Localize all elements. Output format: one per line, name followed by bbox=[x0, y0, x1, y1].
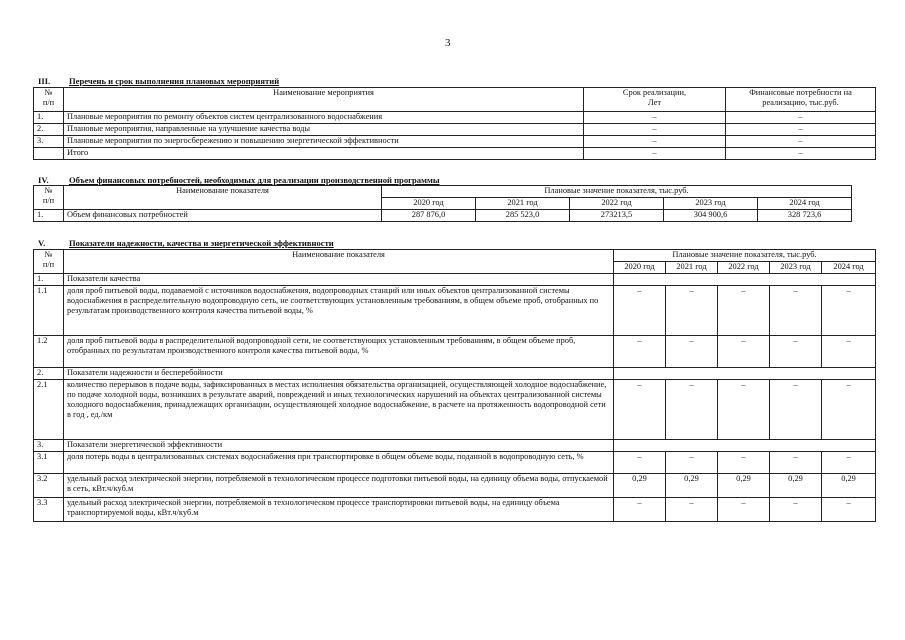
row-value: – bbox=[666, 380, 718, 440]
year-header: 2020 год bbox=[382, 198, 476, 210]
row-value: – bbox=[666, 286, 718, 336]
row-value: 0,29 bbox=[718, 474, 770, 498]
table-row bbox=[34, 452, 876, 474]
table-row bbox=[34, 498, 876, 522]
row-num: 1. bbox=[34, 274, 64, 286]
table-row bbox=[34, 136, 876, 148]
header-name: Наименование показателя bbox=[64, 250, 614, 274]
row-empty bbox=[614, 368, 876, 380]
row-value: – bbox=[770, 498, 822, 522]
row-finance: – bbox=[726, 136, 876, 148]
row-num bbox=[34, 148, 64, 160]
row-name: Итого bbox=[64, 148, 584, 160]
page-number: 3 bbox=[445, 37, 451, 49]
header-num: № п/п bbox=[34, 250, 64, 274]
row-value: – bbox=[822, 498, 876, 522]
row-num: 3.2 bbox=[34, 474, 64, 498]
row-name: Показатели качества bbox=[64, 274, 614, 286]
row-value: 304 900,6 bbox=[664, 210, 758, 222]
row-num: 1.2 bbox=[34, 336, 64, 368]
year-header: 2024 год bbox=[822, 262, 876, 274]
row-value: – bbox=[718, 286, 770, 336]
row-empty bbox=[614, 274, 876, 286]
section-3-table bbox=[33, 87, 876, 160]
row-value: – bbox=[718, 336, 770, 368]
row-period: – bbox=[584, 124, 726, 136]
row-value: – bbox=[614, 286, 666, 336]
row-num: 2. bbox=[34, 124, 64, 136]
row-value: – bbox=[614, 336, 666, 368]
year-header: 2023 год bbox=[664, 198, 758, 210]
row-num: 1. bbox=[34, 112, 64, 124]
table-row bbox=[34, 286, 876, 336]
row-name: количество перерывов в подаче воды, зафиксированных в местах исполнения обязательства организацией, осуществляющей холодное водоснабжение, по подаче холодной воды, возникших в результате аварий, повреждений и иных технологических нарушений на объектах централизованной системы холодного водоснабжения, принадлежащих организации, осуществляющей холодное водоснабжение, в расчете на протяженность водопроводной сети в год , ед./км bbox=[64, 380, 614, 440]
row-value: – bbox=[666, 336, 718, 368]
table-header-row bbox=[34, 88, 876, 112]
section-4-table bbox=[33, 185, 852, 222]
row-num: 1.1 bbox=[34, 286, 64, 336]
header-num: № п/п bbox=[34, 88, 64, 112]
table-row-total bbox=[34, 148, 876, 160]
table-row bbox=[34, 336, 876, 368]
section-5-number: V. bbox=[38, 238, 46, 248]
header-name: Наименование показателя bbox=[64, 186, 382, 210]
row-value: – bbox=[666, 498, 718, 522]
row-name: доля потерь воды в централизованных системах водоснабжения при транспортировке в общем объеме воды, поданной в водопроводную сеть, % bbox=[64, 452, 614, 474]
row-period: – bbox=[584, 112, 726, 124]
year-header: 2023 год bbox=[770, 262, 822, 274]
table-group-row bbox=[34, 274, 876, 286]
row-value: 0,29 bbox=[614, 474, 666, 498]
section-5-title: Показатели надежности, качества и энергетической эффективности bbox=[69, 238, 334, 248]
section-3-title: Перечень и срок выполнения плановых мероприятий bbox=[69, 76, 280, 86]
table-row bbox=[34, 474, 876, 498]
section-5-heading bbox=[38, 238, 334, 248]
year-header: 2021 год bbox=[476, 198, 570, 210]
row-name: удельный расход электрической энергии, потребляемой в технологическом процессе транспортировки питьевой воды, на единицу объема транспортируемой воды, кВт.ч/куб.м bbox=[64, 498, 614, 522]
header-num: № п/п bbox=[34, 186, 64, 210]
row-name: доля проб питьевой воды в распределительной водопроводной сети, не соответствующих установленным требованиям, в общем объеме проб, отобранных по результатам производственного контроля качества питьевой воды, % bbox=[64, 336, 614, 368]
table-row bbox=[34, 124, 876, 136]
row-value: 328 723,6 bbox=[758, 210, 852, 222]
section-4-number: IV. bbox=[38, 175, 49, 185]
row-finance: – bbox=[726, 148, 876, 160]
header-plan: Плановые значение показателя, тыс.руб. bbox=[382, 186, 852, 198]
table-header-row bbox=[34, 250, 876, 262]
section-4-heading bbox=[38, 175, 440, 185]
row-num: 3.3 bbox=[34, 498, 64, 522]
header-period: Срок реализации, Лет bbox=[584, 88, 726, 112]
row-period: – bbox=[584, 148, 726, 160]
year-header: 2020 год bbox=[614, 262, 666, 274]
row-value: – bbox=[770, 286, 822, 336]
header-name: Наименование мероприятия bbox=[64, 88, 584, 112]
row-value: 0,29 bbox=[770, 474, 822, 498]
row-value: 0,29 bbox=[822, 474, 876, 498]
row-value: 287 876,0 bbox=[382, 210, 476, 222]
row-value: – bbox=[666, 452, 718, 474]
row-value: – bbox=[822, 380, 876, 440]
row-value: – bbox=[614, 452, 666, 474]
row-name: Плановые мероприятия, направленные на улучшение качества воды bbox=[64, 124, 584, 136]
row-num: 1. bbox=[34, 210, 64, 222]
row-name: удельный расход электрической энергии, потребляемой в технологическом процессе подготовки питьевой воды, на единицу объема воды, отпускаемой в сеть, кВт.ч/куб.м bbox=[64, 474, 614, 498]
year-header: 2022 год bbox=[570, 198, 664, 210]
section-3-heading bbox=[38, 76, 279, 86]
row-name: Плановые мероприятия по ремонту объектов систем централизованного водоснабжения bbox=[64, 112, 584, 124]
row-num: 3.1 bbox=[34, 452, 64, 474]
row-num: 2. bbox=[34, 368, 64, 380]
row-value: – bbox=[770, 380, 822, 440]
header-finance: Финансовые потребности на реализацию, тыс.руб. bbox=[726, 88, 876, 112]
year-header: 2022 год bbox=[718, 262, 770, 274]
row-period: – bbox=[584, 136, 726, 148]
row-num: 3. bbox=[34, 440, 64, 452]
table-group-row bbox=[34, 368, 876, 380]
table-row bbox=[34, 210, 852, 222]
row-finance: – bbox=[726, 112, 876, 124]
row-value: – bbox=[770, 336, 822, 368]
section-5-table bbox=[33, 249, 876, 522]
section-4-title: Объем финансовых потребностей, необходимых для реализации производственной программы bbox=[69, 175, 440, 185]
row-num: 3. bbox=[34, 136, 64, 148]
row-value: – bbox=[822, 286, 876, 336]
row-num: 2.1 bbox=[34, 380, 64, 440]
row-name: Показатели энергетической эффективности bbox=[64, 440, 614, 452]
row-value: 0,29 bbox=[666, 474, 718, 498]
table-row bbox=[34, 380, 876, 440]
row-name: Плановые мероприятия по энергосбережению и повышению энергетической эффективности bbox=[64, 136, 584, 148]
header-plan: Плановые значение показателя, тыс.руб. bbox=[614, 250, 876, 262]
row-value: – bbox=[718, 380, 770, 440]
row-value: – bbox=[614, 380, 666, 440]
row-value: 273213,5 bbox=[570, 210, 664, 222]
table-row bbox=[34, 112, 876, 124]
row-name: Объем финансовых потребностей bbox=[64, 210, 382, 222]
year-header: 2021 год bbox=[666, 262, 718, 274]
row-name: Показатели надежности и бесперебойности bbox=[64, 368, 614, 380]
row-value: – bbox=[614, 498, 666, 522]
table-header-row bbox=[34, 186, 852, 198]
row-finance: – bbox=[726, 124, 876, 136]
row-name: доля проб питьевой воды, подаваемой с источников водоснабжения, водопроводных станций или иных объектов централизованной системы водоснабжения в распределительную водопроводную сеть, не соответствующих установленным требованиям, в общем объеме проб, отобранных по результатам производственного контроля качества питьевой воды, % bbox=[64, 286, 614, 336]
row-value: – bbox=[770, 452, 822, 474]
row-value: – bbox=[822, 452, 876, 474]
row-value: – bbox=[718, 452, 770, 474]
year-header: 2024 год bbox=[758, 198, 852, 210]
row-value: – bbox=[822, 336, 876, 368]
row-value: – bbox=[718, 498, 770, 522]
section-3-number: III. bbox=[38, 76, 51, 86]
row-empty bbox=[614, 440, 876, 452]
table-group-row bbox=[34, 440, 876, 452]
row-value: 285 523,0 bbox=[476, 210, 570, 222]
